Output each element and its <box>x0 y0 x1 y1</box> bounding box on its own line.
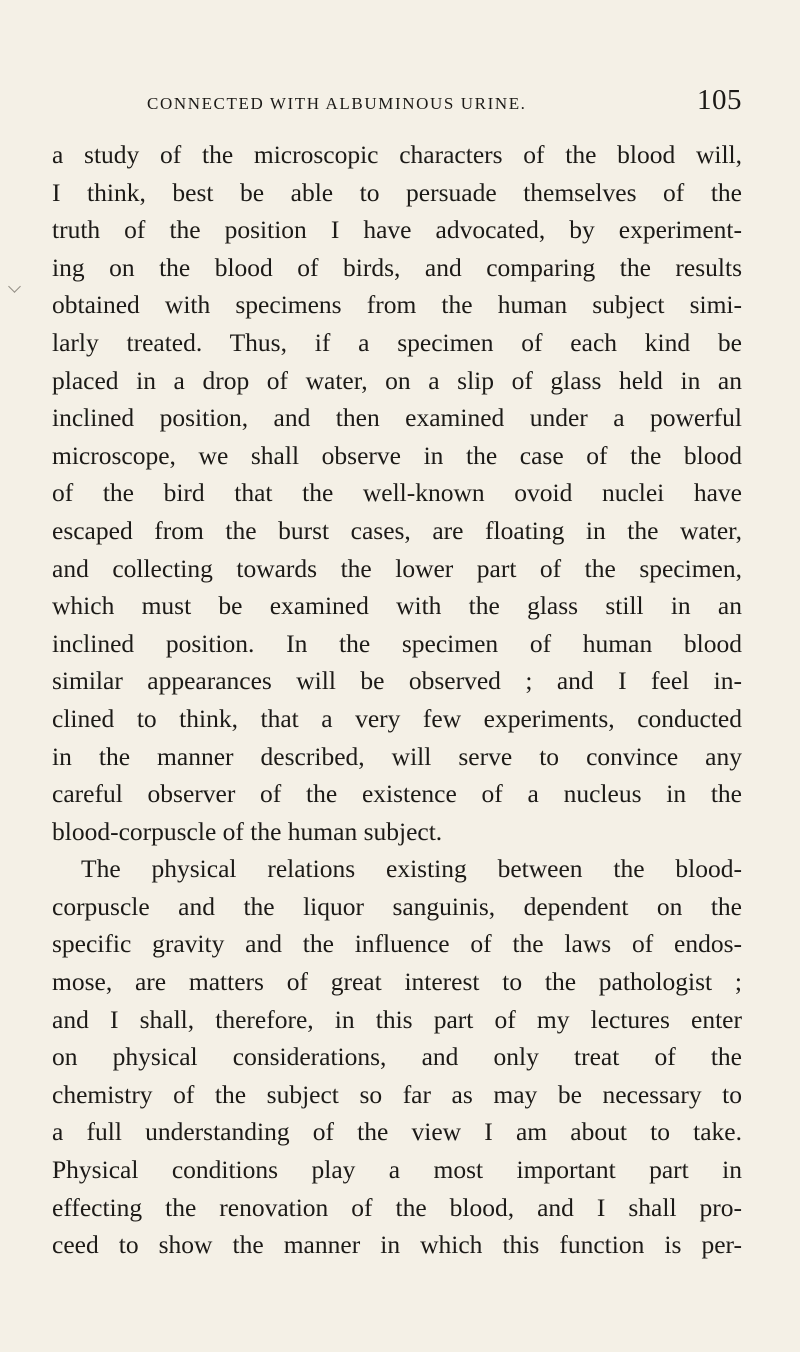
text-line: inclined position. In the specimen of human blood <box>52 628 742 658</box>
text-line: escaped from the burst cases, are floating in the water, <box>52 515 742 545</box>
text-line-paragraph-start: The physical relations existing between the blood- <box>81 854 742 884</box>
text-line: ceed to show the manner in which this function is per- <box>52 1230 742 1260</box>
margin-tick-mark <box>8 280 21 293</box>
text-line: I think, best be able to persuade themselves of the <box>52 177 742 207</box>
running-title: CONNECTED WITH ALBUMINOUS URINE. <box>147 94 527 113</box>
text-line: specific gravity and the influence of the laws of endos- <box>52 929 742 959</box>
text-line: corpuscle and the liquor sanguinis, dependent on the <box>52 891 742 921</box>
text-line: and I shall, therefore, in this part of my lectures enter <box>52 1004 742 1034</box>
text-line: in the manner described, will serve to convince any <box>52 741 742 771</box>
text-line-paragraph-end: blood-corpuscle of the human subject. <box>52 816 443 846</box>
text-line: microscope, we shall observe in the case of the blood <box>52 440 742 470</box>
text-line: careful observer of the existence of a nucleus in the <box>52 779 742 809</box>
text-line: effecting the renovation of the blood, and I shall pro- <box>52 1192 742 1222</box>
text-line: a study of the microscopic characters of the blood will, <box>52 140 742 169</box>
page-number: 105 <box>697 84 742 116</box>
text-line: on physical considerations, and only treat of the <box>52 1042 742 1072</box>
body-text <box>52 136 742 1264</box>
text-line: truth of the position I have advocated, by experiment- <box>52 215 742 245</box>
text-line: similar appearances will be observed ; and I feel in- <box>52 666 742 696</box>
text-line: larly treated. Thus, if a specimen of each kind be <box>52 327 742 357</box>
text-line: inclined position, and then examined under a powerful <box>52 403 742 433</box>
text-line: a full understanding of the view I am about to take. <box>52 1117 742 1147</box>
text-line: and collecting towards the lower part of the specimen, <box>52 553 742 583</box>
text-line: chemistry of the subject so far as may be necessary to <box>52 1079 742 1109</box>
text-line: which must be examined with the glass still in an <box>52 591 742 621</box>
text-line: clined to think, that a very few experiments, conducted <box>52 703 742 733</box>
text-line: obtained with specimens from the human subject simi- <box>52 290 742 320</box>
text-line: Physical conditions play a most important part in <box>52 1155 742 1185</box>
text-line: mose, are matters of great interest to the pathologist ; <box>52 967 742 997</box>
text-line: placed in a drop of water, on a slip of glass held in an <box>52 365 742 395</box>
text-line: ing on the blood of birds, and comparing the results <box>52 252 742 282</box>
running-head <box>52 84 742 124</box>
text-line: of the bird that the well-known ovoid nuclei have <box>52 478 742 508</box>
